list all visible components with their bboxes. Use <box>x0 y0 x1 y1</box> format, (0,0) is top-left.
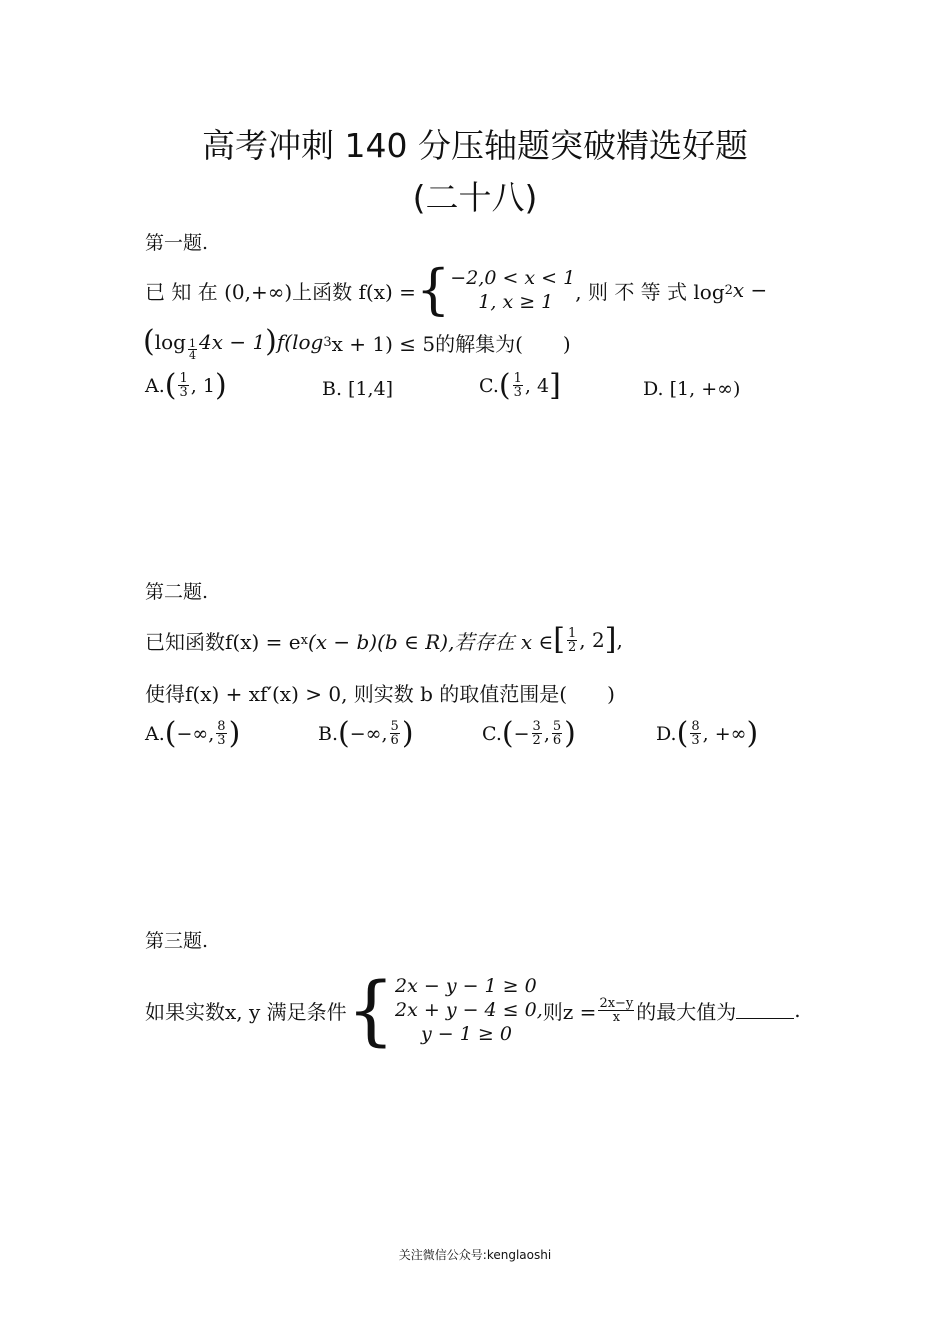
q1-option-b[interactable]: B. [1,4] <box>322 378 394 400</box>
frac-den: 3 <box>217 733 226 748</box>
frac-den: 2 <box>567 639 577 655</box>
paren: ) <box>746 715 759 751</box>
q1-quarter-num: 1 <box>188 336 196 350</box>
q3-constraint-3: y − 1 ≥ 0 <box>421 1023 512 1045</box>
q2-option-a[interactable] <box>145 715 241 751</box>
q2-frac <box>567 627 577 654</box>
bracket: ] <box>604 622 617 657</box>
q1-intro: 已 知 在 (0,+∞)上函数 f(x) = <box>145 279 416 304</box>
q1-option-d[interactable]: D. [1, +∞) <box>643 378 741 400</box>
frac-num: 8 <box>217 719 226 734</box>
q1-tail-sub: 3 <box>323 334 332 350</box>
q1-brace: { <box>415 258 451 321</box>
q2-line1a: 已知函数f(x) = e <box>145 629 301 654</box>
q1-option-a-letter: A. <box>145 374 165 397</box>
q1-paren-close: ) <box>265 324 277 359</box>
paren: ) <box>228 715 241 751</box>
q1-case2: 1, x ≥ 1 <box>478 291 554 313</box>
q2-line2: 使得f(x) + xf′(x) > 0, 则实数 b 的取值范围是( ) <box>145 682 615 706</box>
paren: ( <box>676 715 689 751</box>
q1-paren-open: ( <box>143 324 155 359</box>
frac-den: x <box>612 1009 621 1025</box>
q3-mid: 则z = <box>542 999 597 1024</box>
q3-answer-blank[interactable] <box>736 1002 794 1019</box>
paren: ( <box>338 715 350 751</box>
q3-constraint-1: 2x − y − 1 ≥ 0 <box>395 975 537 997</box>
q1-tail2: x + 1) ≤ 5的解集为( ) <box>331 331 571 356</box>
q1-quarter-den: 4 <box>188 348 196 362</box>
q1-line1 <box>145 258 768 321</box>
paren: ) <box>564 715 576 751</box>
frac-den: 3 <box>179 385 188 400</box>
q1-label: 第一题. <box>145 232 209 254</box>
q1-option-c-letter: C. <box>479 374 499 397</box>
q2-sup: x <box>300 632 308 648</box>
q1-cases <box>450 266 575 314</box>
option-letter: A. <box>145 722 165 745</box>
q1-rest: 4x − 1 <box>198 330 266 354</box>
paren: ( <box>164 367 177 403</box>
q1-option-a-tail: , 1 <box>190 374 215 397</box>
q3-line <box>145 965 801 1054</box>
frac-num: 3 <box>532 719 541 734</box>
frac-num: 1 <box>567 625 577 641</box>
q3-brace: { <box>346 965 396 1054</box>
footer-note: 关注微信公众号:kenglaoshi <box>398 1248 552 1262</box>
q1-log: log <box>154 330 186 354</box>
comma: , <box>616 628 623 652</box>
q1-option-a-frac <box>178 372 188 399</box>
frac-num: 1 <box>179 371 188 386</box>
q3-z-frac <box>598 997 634 1024</box>
q3-label: 第三题. <box>145 930 209 952</box>
paren: ( <box>501 715 514 751</box>
option-pre: − <box>513 722 530 745</box>
q2-option-c[interactable] <box>482 715 576 751</box>
q1-option-c-frac <box>513 372 523 399</box>
q3-post: 的最大值为 <box>636 999 737 1024</box>
bracket: ] <box>549 367 561 403</box>
frac-num: 1 <box>513 371 522 386</box>
q1-quarter <box>188 338 197 361</box>
paren: ( <box>498 367 511 403</box>
q2-option-d[interactable] <box>656 715 759 751</box>
option-tail: , +∞ <box>702 722 747 745</box>
q2-option-b[interactable] <box>318 715 414 751</box>
q1-option-c[interactable] <box>479 367 561 403</box>
frac-num: 5 <box>552 719 562 734</box>
q1-after2: x − <box>732 278 768 302</box>
q1-option-a[interactable] <box>145 367 227 403</box>
q2-label: 第二题. <box>145 581 209 603</box>
q1-tail: f(log <box>276 330 324 354</box>
page-title: 高考冲刺 140 分压轴题突破精选好题 <box>202 126 748 165</box>
option-frac <box>552 720 562 747</box>
comma: , <box>543 722 550 745</box>
q1-case1: −2,0 < x < 1 <box>450 267 576 289</box>
q1-after-sub: 2 <box>724 282 733 298</box>
paren: ) <box>401 715 414 751</box>
paren: ( <box>164 715 177 751</box>
q2-line1b: (x − b)(b ∈ R),若存在 x ∈ <box>307 629 554 654</box>
q1-option-c-tail: , 4 <box>524 374 550 397</box>
q3-system <box>395 974 543 1046</box>
q3-pre: 如果实数x, y 满足条件 <box>145 999 347 1024</box>
option-letter: D. <box>656 722 677 745</box>
frac-den: 2 <box>532 733 541 748</box>
frac-den: 3 <box>691 733 700 748</box>
option-letter: B. <box>318 722 339 745</box>
option-frac <box>532 720 542 747</box>
page-subtitle: (二十八) <box>412 178 538 217</box>
q3-end: . <box>794 998 801 1022</box>
option-frac <box>390 720 400 747</box>
frac-num: 2x−y <box>599 995 634 1011</box>
frac-den: 6 <box>552 733 562 748</box>
q2-line1 <box>145 618 623 662</box>
q1-after: , 则 不 等 式 log <box>575 279 725 304</box>
frac-num: 8 <box>691 719 700 734</box>
option-letter: C. <box>482 722 502 745</box>
option-pre: −∞, <box>176 722 215 745</box>
q2-line1c: , 2 <box>579 628 605 652</box>
frac-num: 5 <box>390 719 399 734</box>
option-pre: −∞, <box>349 722 388 745</box>
bracket: [ <box>553 622 565 657</box>
frac-den: 6 <box>390 733 399 748</box>
option-frac <box>690 720 700 747</box>
q1-line2 <box>143 320 571 364</box>
frac-den: 3 <box>513 385 522 400</box>
option-frac <box>216 720 226 747</box>
q3-constraint-2: 2x + y − 4 ≤ 0, <box>395 999 543 1021</box>
paren: ) <box>214 367 227 403</box>
